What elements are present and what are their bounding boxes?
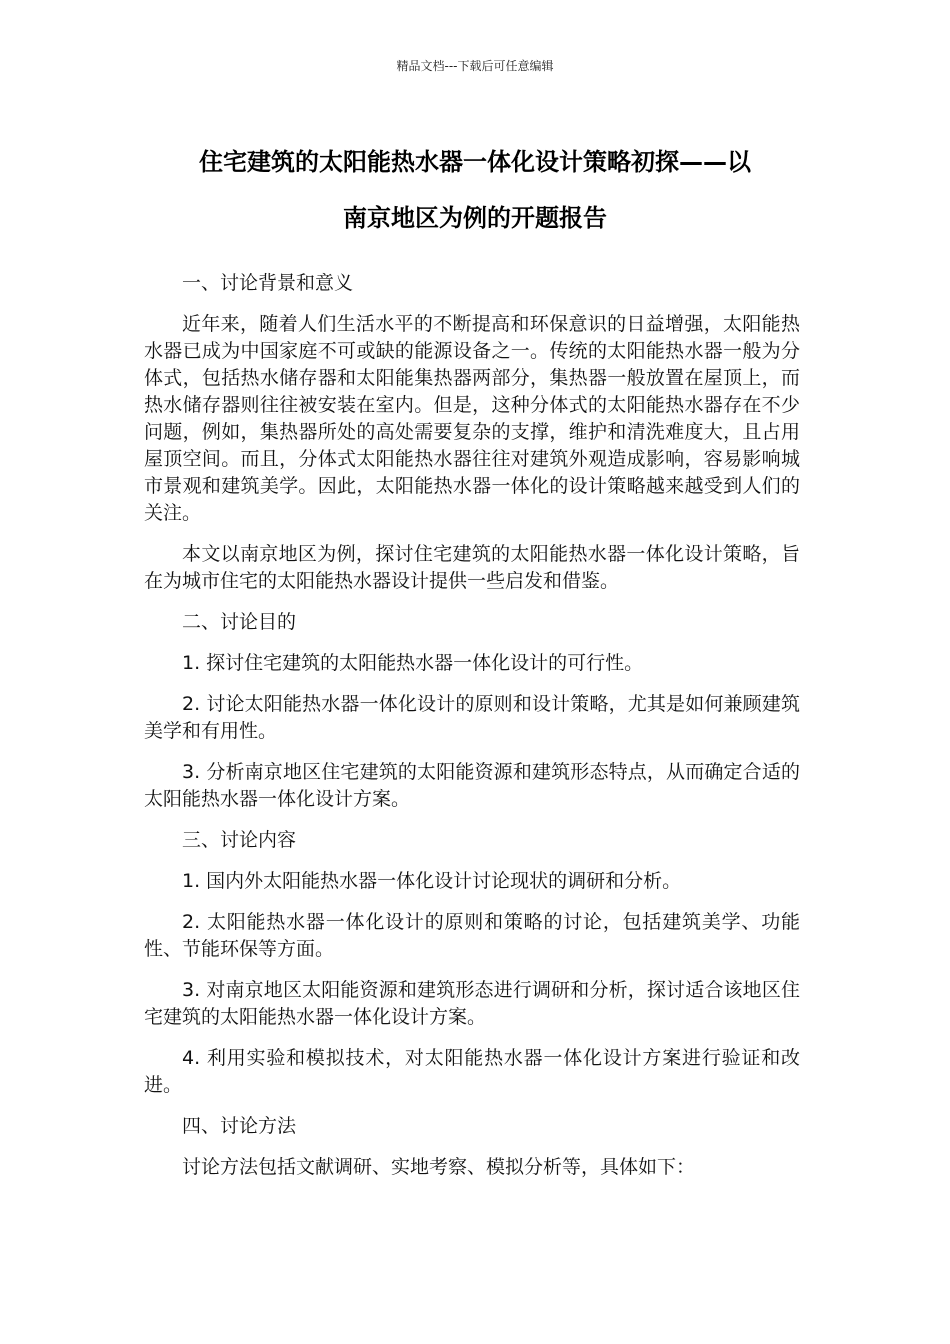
document-body <box>144 270 800 1195</box>
title-line-1: 住宅建筑的太阳能热水器一体化设计策略初探——以 <box>199 148 751 176</box>
section-heading-objectives: 二、讨论目的 <box>182 611 297 633</box>
objective-item-3: 3. 分析南京地区住宅建筑的太阳能资源和建筑形态特点，从而确定合适的太阳能热水器一体化设计方案。 <box>144 761 800 810</box>
objective-item-1: 1. 探讨住宅建筑的太阳能热水器一体化设计的可行性。 <box>182 652 644 674</box>
section-heading-content: 三、讨论内容 <box>182 829 297 851</box>
paragraph-methods: 讨论方法包括文献调研、实地考察、模拟分析等，具体如下： <box>182 1156 696 1178</box>
section-heading-methods: 四、讨论方法 <box>182 1115 297 1137</box>
content-item-1: 1. 国内外太阳能热水器一体化设计讨论现状的调研和分析。 <box>182 870 682 892</box>
title-line-2: 南京地区为例的开题报告 <box>343 204 607 232</box>
content-item-3: 3. 对南京地区太阳能资源和建筑形态进行调研和分析，探讨适合该地区住宅建筑的太阳能热水器一体化设计方案。 <box>144 979 800 1028</box>
section-heading-background: 一、讨论背景和意义 <box>182 272 354 294</box>
objective-item-2: 2. 讨论太阳能热水器一体化设计的原则和设计策略，尤其是如何兼顾建筑美学和有用性。 <box>144 693 800 742</box>
paragraph-purpose-statement: 本文以南京地区为例，探讨住宅建筑的太阳能热水器一体化设计策略，旨在为城市住宅的太阳能热水器设计提供一些启发和借鉴。 <box>144 543 800 592</box>
page-header-watermark: 精品文档---下载后可任意编辑 <box>396 59 554 73</box>
document-title <box>130 134 820 246</box>
paragraph-background: 近年来，随着人们生活水平的不断提高和环保意识的日益增强，太阳能热水器已成为中国家庭不可或缺的能源设备之一。传统的太阳能热水器一般为分体式，包括热水储存器和太阳能集热器两部分，集热器一般放置在屋顶上，而热水储存器则往往被安装在室内。但是，这种分体式的太阳能热水器存在不少问题，例如，集热器所处的高处需要复杂的支撑，维护和清洗难度大，且占用屋顶空间。而且，分体式太阳能热水器往往对建筑外观造成影响，容易影响城市景观和建筑美学。因此，太阳能热水器一体化的设计策略越来越受到人们的关注。 <box>144 313 800 524</box>
content-item-2: 2. 太阳能热水器一体化设计的原则和策略的讨论，包括建筑美学、功能性、节能环保等方面。 <box>144 911 800 960</box>
content-item-4: 4. 利用实验和模拟技术，对太阳能热水器一体化设计方案进行验证和改进。 <box>144 1047 800 1096</box>
